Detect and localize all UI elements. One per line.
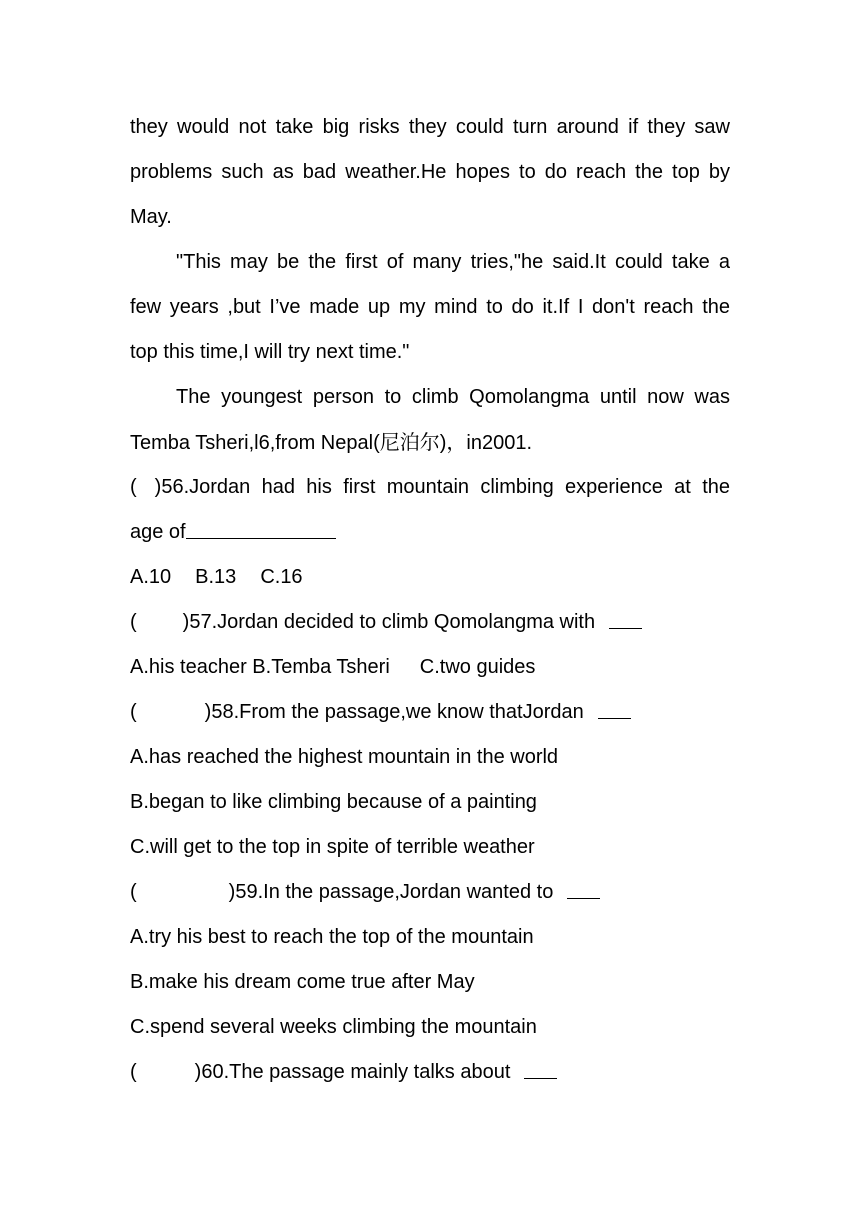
answer-paren-open: ( [130, 881, 137, 903]
answer-paren-open: ( [130, 611, 137, 633]
question-text: )56.Jordan had his first mountain climbing experience at the [154, 476, 730, 498]
answer-paren-open: ( [130, 476, 137, 498]
question-56-options [130, 555, 730, 600]
option-c: C.will get to the top in spite of terrible weather [130, 836, 535, 858]
question-60 [130, 1050, 730, 1095]
answer-blank[interactable] [186, 510, 336, 539]
question-text: )59.In the passage,Jordan wanted to [228, 881, 554, 903]
passage-line [130, 420, 730, 465]
option-a: A.has reached the highest mountain in the world [130, 746, 559, 768]
option-b: B.began to like climbing because of a painting [130, 791, 537, 813]
option-b: B.13 [195, 566, 237, 588]
answer-blank[interactable] [609, 600, 642, 629]
option-a: A.10 [130, 566, 172, 588]
document-body [130, 105, 730, 1095]
passage-line: they would not take big risks they could turn around if they saw [130, 116, 730, 138]
chinese-gloss: 尼泊尔 [379, 430, 440, 454]
question-56 [130, 465, 730, 510]
option-b: B.make his dream come true after May [130, 971, 475, 993]
option-a: A.his teacher [130, 656, 247, 678]
passage-line: "This may be the first of many tries,"he said.It could take a [176, 251, 730, 273]
passage-text: Temba Tsheri,l6,from Nepal( [130, 432, 380, 454]
passage-line: few years ,but I’ve made up my mind to do it.If I don't reach the [130, 296, 730, 318]
passage-line: problems such as bad weather.He hopes to do reach the top by [130, 161, 730, 183]
question-text: age of [130, 521, 186, 543]
passage-text: )，in2001. [439, 432, 533, 454]
question-57 [130, 600, 730, 645]
option-c: C.16 [260, 566, 303, 588]
passage-line: May. [130, 206, 172, 228]
question-text: )60.The passage mainly talks about [194, 1061, 511, 1083]
option-c: C.spend several weeks climbing the mountain [130, 1016, 537, 1038]
option-c: C.two guides [419, 656, 536, 678]
passage-line: top this time,I will try next time." [130, 341, 410, 363]
question-59 [130, 870, 730, 915]
question-text: )57.Jordan decided to climb Qomolangma with [182, 611, 596, 633]
question-57-options [130, 645, 730, 690]
answer-paren-open: ( [130, 1061, 137, 1083]
question-58 [130, 690, 730, 735]
answer-paren-open: ( [130, 701, 137, 723]
answer-blank[interactable] [524, 1050, 557, 1079]
answer-blank[interactable] [567, 870, 600, 899]
answer-blank[interactable] [598, 690, 631, 719]
option-a: A.try his best to reach the top of the mountain [130, 926, 534, 948]
passage-line: The youngest person to climb Qomolangma until now was [176, 386, 730, 408]
option-b: B.Temba Tsheri [252, 656, 390, 678]
question-text: )58.From the passage,we know thatJordan [204, 701, 584, 723]
question-56-continued [130, 510, 730, 555]
answer-slot[interactable] [137, 465, 155, 510]
